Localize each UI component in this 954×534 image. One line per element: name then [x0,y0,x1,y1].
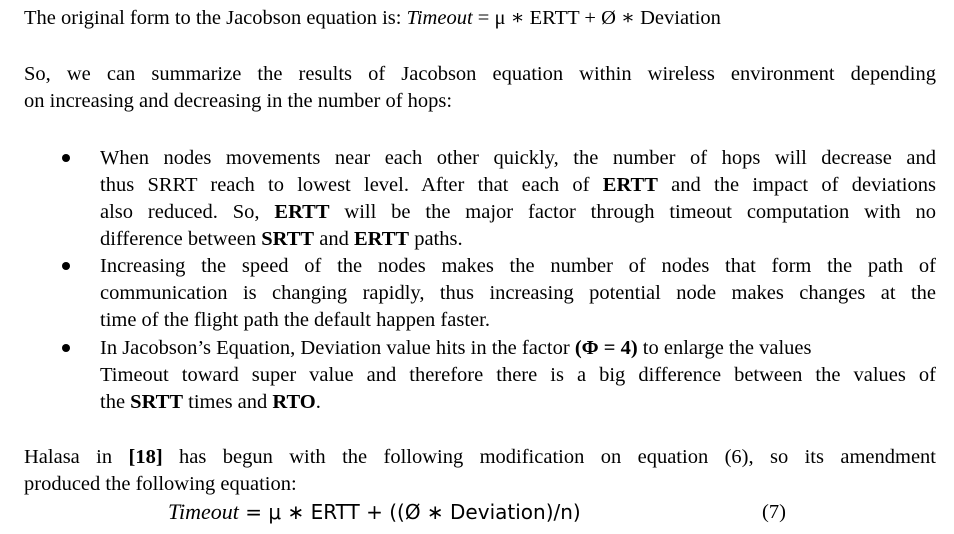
summary-line-2: on increasing and decreasing in the number of hops: [24,90,453,112]
bullet-1-line-4 [100,226,463,253]
bullet-1-ertt-3: ERTT [353,228,410,250]
bullet-2-line-2: communication is changing rapidly, thus increasing potential node makes changes at the [100,282,936,304]
bullet-3-line-3-c: times and [183,391,273,413]
equation-7-number: (7) [762,501,786,523]
bullet-3-phi-factor: (Φ = 4) [574,337,638,359]
intro-text: The original form to the Jacobson equation is: [24,7,407,29]
equation-7-rest: = μ ∗ ERTT + ((Ø ∗ Deviation)/n) [238,500,581,524]
bullet-1-line-4-e: paths. [409,228,463,250]
bullet-1-line-3-a: also reduced. So, [100,201,275,223]
halasa-citation: [18] [128,446,163,468]
bullet-3-line-1-c: to enlarge the values [637,337,812,359]
bullet-1-srtt: SRTT [261,228,315,250]
bullet-2-marker [62,262,70,270]
bullet-3-line-3 [100,389,321,416]
halasa-line-1-c: has begun with the following modification on equation (6), so its amendment [162,446,936,468]
halasa-line-2: produced the following equation: [24,473,297,495]
bullet-1-line-1: When nodes movements near each other quickly, the number of hops will decrease and [100,147,936,169]
bullet-1-marker [62,154,70,162]
intro-equation-timeout: Timeout [406,7,473,29]
bullet-3-line-3-a: the [100,391,131,413]
halasa-line-1-a: Halasa in [24,446,129,468]
bullet-3-srtt: SRTT [130,391,184,413]
bullet-3-line-1 [100,335,811,362]
bullet-1-line-4-c: and [314,228,354,250]
bullet-1-ertt-1: ERTT [602,174,658,196]
summary-line-1: So, we can summarize the results of Jacobson equation within wireless environment depending [24,63,936,85]
bullet-3-line-1-a: In Jacobson’s Equation, Deviation value hits in the factor [100,337,575,359]
intro-equation-rest: = μ ∗ ERTT + Ø ∗ Deviation [472,7,721,29]
bullet-1-line-4-a: difference between [100,228,262,250]
bullet-1-ertt-2: ERTT [274,201,330,223]
bullet-1-line-3 [100,199,936,226]
bullet-2-line-3: time of the flight path the default happen faster. [100,309,490,331]
equation-7-timeout: Timeout [168,499,239,524]
bullet-2-line-1: Increasing the speed of the nodes makes the number of nodes that form the path of [100,255,936,277]
intro-line [24,5,721,32]
halasa-line-1 [24,444,936,471]
equation-7 [168,498,581,526]
bullet-1-line-2-c: and the impact of deviations [657,174,936,196]
bullet-1-line-2-a: thus SRRT reach to lowest level. After that each of [100,174,603,196]
bullet-3-marker [62,344,70,352]
bullet-3-line-2: Timeout toward super value and therefore there is a big difference between the values of [100,364,936,386]
bullet-1-line-2 [100,172,936,199]
bullet-1-line-3-c: will be the major factor through timeout computation with no [329,201,936,223]
bullet-3-line-3-e: . [315,391,321,413]
bullet-3-rto: RTO [272,391,316,413]
